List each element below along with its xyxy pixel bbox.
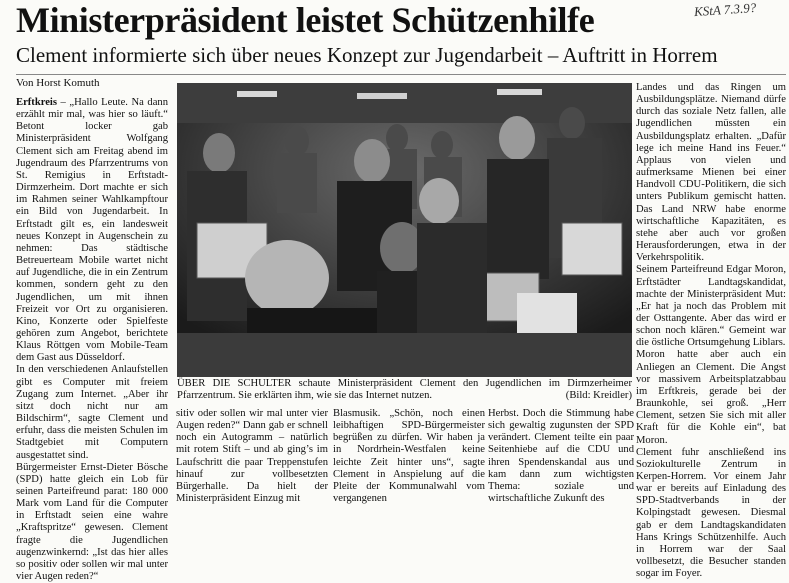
caption-lead: ÜBER DIE SCHULTER: [177, 378, 292, 389]
header-rule: [16, 74, 786, 75]
byline: Von Horst Komuth: [16, 77, 100, 89]
photo-credit: (Bild: Kreidler): [565, 390, 632, 401]
subheadline: Clement informierte sich über neues Konzept zur Jugendarbeit – Auftritt in Horrem: [16, 43, 718, 67]
photo-caption: [177, 378, 632, 402]
article-column-4: Herbst. Doch die Stimmung habe sich gewaltig zugunsten der SPD verändert. Clement teilte ein paar Seitenhiebe auf die CDU und ihren Spendenskandal aus und kam dann zum wichtigsten Thema: soziale und wirtschaftliche Zukunft des: [488, 408, 634, 505]
article-column-right: Landes und das Ringen um Ausbildungsplätze. Niemand dürfe durch das soziale Netz fallen, alle Jugendlichen müssten ein Ausbildungsplatz erhalten. „Dafür lege ich meine Hand ins Feuer.“ Applaus von vielen und aufmerksame Mienen bei einer Handvoll CDU-Politikern, die sich unters Publikum gemischt hatten. Das Land NRW habe enorme wirtschaftliche Kapazitäten, es stehe aber auch vor großen Herausforderungen, etwa in der Verkehrspolitik. Seinem Parteifreund Edgar Moron, Erftstädter Landtagskandidat, machte der Ministerpräsident Mut: „Er hat ja noch das Problem mit der Osttangente. Aber das wird er schon noch klären.“ Gemeint war die östliche Ortsumgehung Liblars. Moron hatte aber auch ein Anliegen an Clement. Die Angst vor massivem Arbeitsplatzabbau im Erftkreis, gerade bei der Braunkohle, sei groß. „Herr Clement, setzen Sie sich mit aller Kraft für die Kohle ein“, bat Moron. Clement fuhr anschließend ins Soziokulturelle Zentrum in Kerpen-Horrem. Vor einem Jahr war er bereits auf Einladung des SPD-Stadtverbands in der Kolpingstadt gewesen. Diesmal gab er dem Landtagskandidaten Hans Krings Schützenhilfe. Auch in Horrem war der Saal vollbesetzt, die Besucher standen sogar im Foyer.: [636, 82, 786, 580]
caption-text: schaute Ministerpräsident Clement den Jugendlichen im Dirmzerheimer Pfarrzentrum. Sie erklärten ihm, wie sie das Internet nutzen.: [177, 378, 633, 401]
headline: Ministerpräsident leistet Schützenhilfe: [16, 0, 595, 40]
photo-illustration: [177, 83, 632, 377]
article-column-1: [16, 97, 168, 583]
news-photo: [177, 83, 632, 377]
dateline: Erftkreis: [16, 97, 57, 108]
column-1-text: – „Hallo Leute. Na dann erzählt mir mal, was hier so läuft.“ Betont locker gab Ministerpräsident Wolfgang Clement sich am Freitag abend im Jugendraum des Pfarrzentrums von St. Remigius in Erftstadt-Dirmzerheim. Dort machte er sich im Rahmen seiner Wahlkampftour ein Bild von Jugendarbeit. In Erftstadt gilt es, ein landesweit neues Konzept in Augenschein zu nehmen: Das städtische Betreuerteam Mobile wartet nicht auf Jugendliche, die in ein Zentrum kommen, sondern geht zu den Jugendlichen, um mit ihnen Freizeit vor Ort zu organisieren. Kino, Konzerte oder Spielfeste gehören zum Angebot, berichtete Klaus Röttgen vom Mobile-Team dem Gast aus Düsseldorf. In den verschiedenen Anlaufstellen gibt es Computer mit freiem Zugang zum Internet. „Aber ihr sitzt doch nicht nur am Bildschirm“, sagte Clement und erfuhr, dass die meisten Schulen im Stadtgebiet mit Computern ausgestattet sind. Bürgermeister Ernst-Dieter Bösche (SPD) hatte gleich ein Lob für seinen Parteifreund parat: 180 000 Mark vom Land für die Computer in Erftstadt seien eine wahre „Kraftspritze“ gewesen. Clement fragte die Jugendlichen augenzwinkernd: „Ist das hier alles so positiv oder sollen wir mal unter vier Augen reden?“: [16, 97, 168, 583]
handwritten-note: KStA 7.3.9?: [693, 0, 757, 20]
article-column-3: Blasmusik. „Schön, noch einen leibhaftigen SPD-Bürgermeister begrüßen zu dürfen. Wir haben ja in Nordrhein-Westfalen keine leichte Zeit hinter uns“, sagte Clement in Anspielung auf die Pleite der Kommunalwahl vom vergangenen: [333, 408, 485, 505]
article-column-2: sitiv oder sollen wir mal unter vier Augen reden?“ Dann gab er schnell noch ein Autogramm – natürlich mit rotem Stift – und ab ging’s im Laufschritt die paar Treppenstufen hinauf zur vollbesetzten Bürgerhalle. Da hielt der Ministerpräsident Einzug mit: [176, 408, 328, 505]
